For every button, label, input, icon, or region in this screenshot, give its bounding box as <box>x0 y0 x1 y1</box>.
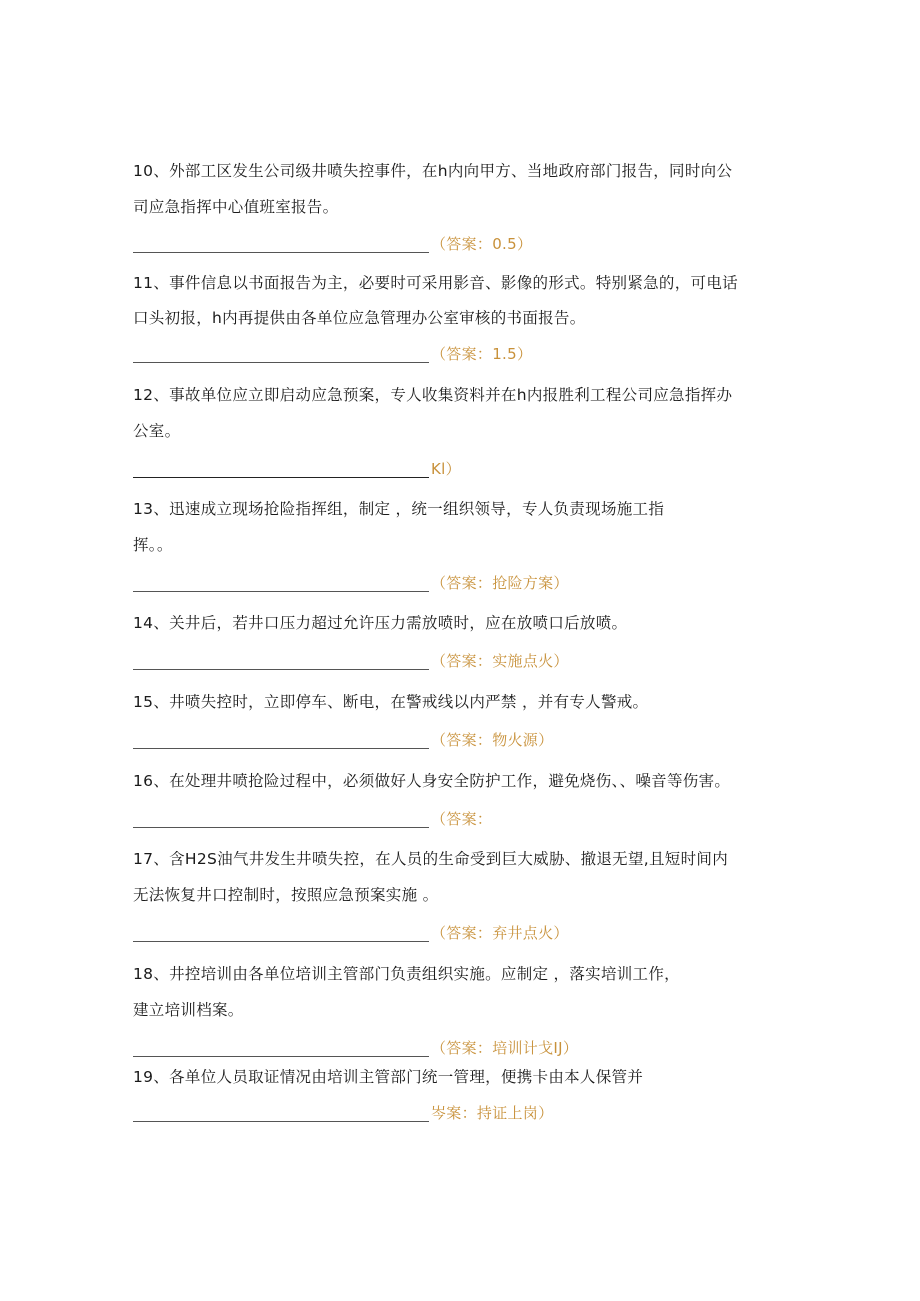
question-17-answer-row <box>133 920 569 942</box>
answer-blank-line <box>133 655 429 670</box>
question-12-line-1: 12、事故单位应立即启动应急预案，专人收集资料并在h内报胜利工程公司应急指挥办 <box>133 386 733 404</box>
question-16-answer-row <box>133 806 492 828</box>
answer-blank-line <box>133 577 429 592</box>
question-13-answer: （答案：抢险方案） <box>431 574 569 592</box>
question-11-line-1: 11、事件信息以书面报告为主，必要时可采用影音、影像的形式。特别紧急的，可电话 <box>133 274 738 292</box>
question-12-answer-row <box>133 456 461 478</box>
question-17-answer: （答案：弃井点火） <box>431 924 569 942</box>
question-13-line-2: 挥。。 <box>133 536 173 554</box>
question-11-line-2: 口头初报，h内再提供由各单位应急管理办公室审核的书面报告。 <box>133 309 586 327</box>
question-19-line-1: 19、各单位人员取证情况由培训主管部门统一管理，便携卡由本人保管并 <box>133 1068 644 1086</box>
question-12-answer: Kl） <box>431 460 461 478</box>
answer-blank-line <box>133 1107 429 1122</box>
question-10-line-1: 10、外部工区发生公司级井喷失控事件，在h内向甲方、当地政府部门报告，同时向公 <box>133 162 733 180</box>
question-19-answer-row <box>133 1100 553 1122</box>
question-15-answer: （答案：物火源） <box>431 731 554 749</box>
answer-blank-line <box>133 813 429 828</box>
answer-blank-line <box>133 463 429 478</box>
answer-blank-line <box>133 734 429 749</box>
question-17-line-1: 17、含H2S油气井发生井喷失控，在人员的生命受到巨大威胁、撤退无望,且短时间内 <box>133 850 729 868</box>
answer-blank-line <box>133 348 429 363</box>
question-13-answer-row <box>133 570 569 592</box>
question-10-answer: （答案：0.5） <box>431 235 533 253</box>
question-14-answer: （答案：实施点火） <box>431 652 569 670</box>
question-12-line-2: 公室。 <box>133 422 181 440</box>
question-15-answer-row <box>133 727 553 749</box>
question-17-line-2: 无法恢复井口控制时，按照应急预案实施 。 <box>133 886 439 904</box>
question-16-line-1: 16、在处理井喷抢险过程中，必须做好人身安全防护工作，避免烧伤、、噪音等伤害。 <box>133 772 731 790</box>
question-14-line-1: 14、关井后，若井口压力超过允许压力需放喷时，应在放喷口后放喷。 <box>133 614 628 632</box>
question-19-answer: 岑案：持证上岗） <box>431 1104 554 1122</box>
question-10-answer-row <box>133 231 532 253</box>
question-18-line-1: 18、井控培训由各单位培训主管部门负责组织实施。应制定 ，落实培训工作， <box>133 965 680 983</box>
answer-blank-line <box>133 238 429 253</box>
question-11-answer: （答案：1.5） <box>431 345 533 363</box>
question-18-line-2: 建立培训档案。 <box>133 1001 244 1019</box>
question-15-line-1: 15、井喷失控时，立即停车、断电，在警戒线以内严禁 ，并有专人警戒。 <box>133 693 649 711</box>
answer-blank-line <box>133 927 429 942</box>
question-18-answer-row <box>133 1035 578 1057</box>
question-18-answer: （答案：培训计戈IJ） <box>431 1039 579 1057</box>
question-13-line-1: 13、迅速成立现场抢险指挥组，制定 ，统一组织领导，专人负责现场施工指 <box>133 500 665 518</box>
question-11-answer-row <box>133 341 532 363</box>
question-14-answer-row <box>133 648 569 670</box>
answer-blank-line <box>133 1042 429 1057</box>
question-10-line-2: 司应急指挥中心值班室报告。 <box>133 198 339 216</box>
question-16-answer: （答案： <box>431 810 493 828</box>
